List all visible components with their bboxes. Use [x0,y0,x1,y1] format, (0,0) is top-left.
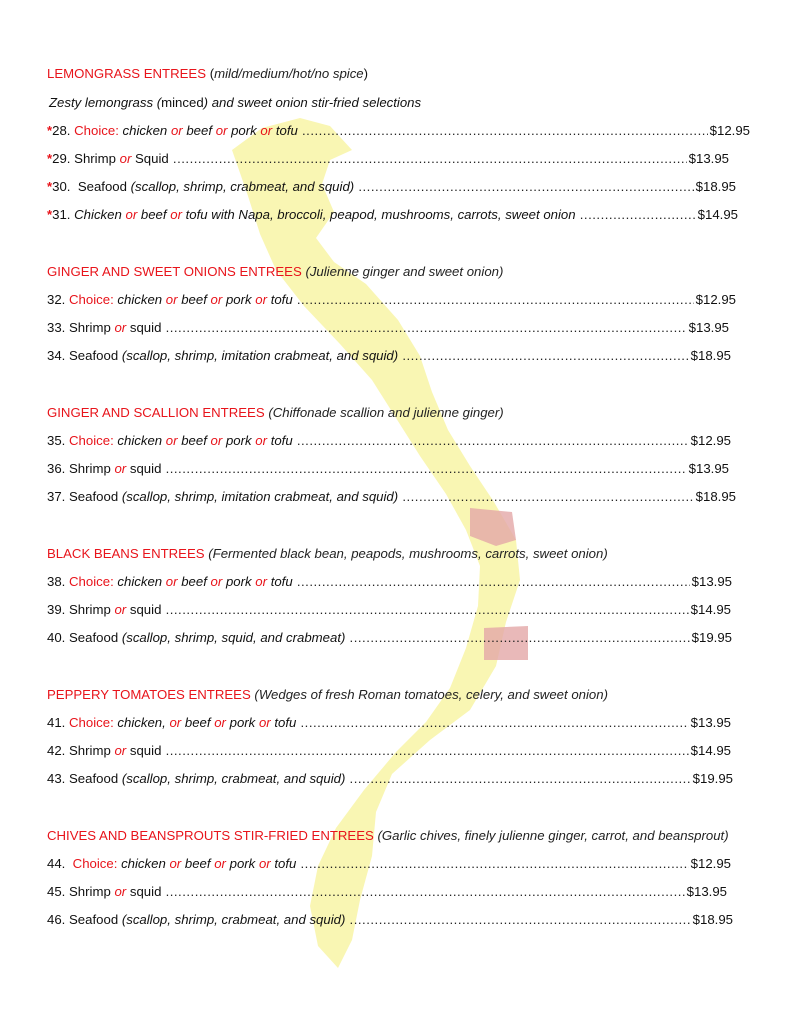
item-text [47,207,696,222]
item-name: Seafood [77,179,127,194]
menu-item-38 [47,574,732,592]
item-price: $12.95 [709,123,750,138]
item-name: Seafood [69,912,119,927]
item-or: or [258,715,271,730]
item-name: Seafood [69,771,119,786]
menu-item-42 [47,743,731,761]
item-number: 38. [47,574,66,589]
item-description: (scallop, shrimp, crabmeat, and squid) [121,771,346,786]
item-text [47,292,694,307]
menu-item-29 [47,151,729,169]
item-option: tofu [270,292,293,307]
item-text [47,771,691,786]
item-option: tofu [275,123,298,138]
subtitle-part: minced [161,95,204,110]
item-option: beef [140,207,167,222]
item-number: 33. [47,320,66,335]
menu-item-28 [47,123,750,141]
item-or: or [165,574,178,589]
section-description: (Chiffonade scallion and julienne ginger) [268,405,504,420]
item-or: or [210,574,223,589]
item-option: pork [225,574,252,589]
item-price: $13.95 [686,884,727,899]
item-label: Choice: [69,433,114,448]
item-name: squid [129,602,162,617]
item-or: or [119,151,132,166]
item-option: pork [229,856,256,871]
item-or: or [165,292,178,307]
section-title-peppery-tomatoes [47,687,608,702]
item-or: or [114,602,127,617]
item-or: or [255,433,268,448]
item-or: or [255,574,268,589]
item-number: 42. [47,743,66,758]
item-or: or [215,123,228,138]
item-number: 30. [52,179,71,194]
item-price: $12.95 [690,856,731,871]
item-text [47,856,689,871]
item-number: 45. [47,884,66,899]
item-text [47,884,685,899]
item-name: Seafood [69,630,119,645]
paren-open: ( [209,66,215,81]
item-description: (scallop, shrimp, squid, and crabmeat) [121,630,346,645]
item-name: Squid [135,151,169,166]
item-label: Choice: [69,715,114,730]
item-or: or [255,292,268,307]
item-name: Shrimp [69,743,111,758]
item-option: beef [181,574,207,589]
item-option: tofu [274,856,297,871]
menu-item-37 [47,489,736,507]
item-name: squid [129,320,162,335]
item-option: beef [186,123,213,138]
item-or: or [125,207,138,222]
menu-item-43 [47,771,733,789]
item-label: Choice: [72,856,118,871]
menu-item-30 [47,179,736,197]
item-text [47,179,694,194]
item-number: 41. [47,715,66,730]
item-option: beef [184,715,211,730]
item-option: chicken [121,856,166,871]
item-price: $13.95 [688,320,729,335]
item-name: Seafood [69,489,119,504]
item-name: Shrimp [69,602,111,617]
item-text [47,461,687,476]
item-price: $13.95 [690,715,731,730]
item-price: $12.95 [695,292,736,307]
subtitle-part: ) and sweet onion stir-fried selections [203,95,422,110]
item-price: $12.95 [690,433,731,448]
item-or: or [170,123,183,138]
item-price: $13.95 [691,574,732,589]
item-or: or [114,320,127,335]
menu-item-31 [47,207,738,225]
item-number: 44. [47,856,66,871]
section-title-ginger-scallion [47,405,504,420]
menu-item-41 [47,715,731,733]
item-price: $13.95 [688,151,729,166]
section-heading: CHIVES AND BEANSPROUTS STIR-FRIED ENTREES [47,828,374,843]
item-number: 39. [47,602,66,617]
section-heading: GINGER AND SCALLION ENTREES [47,405,265,420]
item-name: Shrimp [74,151,116,166]
spicy-mark: * [47,123,53,138]
item-text [47,912,691,927]
item-name: squid [129,461,162,476]
item-price: $18.95 [695,489,736,504]
item-price: $19.95 [691,630,732,645]
item-or: or [114,884,127,899]
section-description: (Garlic chives, finely julienne ginger, carrot, and beansprout) [377,828,729,843]
section-description: (Julienne ginger and sweet onion) [305,264,504,279]
item-option: tofu [270,574,293,589]
item-price: $14.95 [690,743,731,758]
item-option: tofu [274,715,297,730]
item-number: 28. [52,123,71,138]
menu-item-33 [47,320,729,338]
item-description: (scallop, shrimp, crabmeat, and squid) [130,179,355,194]
menu-item-40 [47,630,732,648]
section-description: (Wedges of fresh Roman tomatoes, celery, and sweet onion) [254,687,608,702]
item-number: 36. [47,461,66,476]
spicy-mark: * [47,207,53,222]
item-option: tofu [270,433,293,448]
section-title-ginger-sweet-onions [47,264,503,279]
menu-item-34 [47,348,731,366]
item-name: Shrimp [69,884,111,899]
subtitle-part: Zesty lemongrass ( [49,95,162,110]
item-name: Shrimp [69,320,111,335]
item-price: $13.95 [688,461,729,476]
item-or: or [170,207,182,222]
item-text [47,715,689,730]
section-description: mild/medium/hot/no spice [214,66,364,81]
item-label: Choice: [69,292,114,307]
item-text [47,489,694,504]
item-or: or [258,856,271,871]
item-description: (scallop, shrimp, crabmeat, and squid) [121,912,346,927]
item-option: pork [231,123,257,138]
item-number: 46. [47,912,66,927]
item-name: squid [129,743,162,758]
item-number: 32. [47,292,66,307]
menu-item-36 [47,461,729,479]
item-or: or [114,743,127,758]
section-heading: GINGER AND SWEET ONIONS ENTREES [47,264,302,279]
item-number: 37. [47,489,66,504]
item-option: pork [229,715,256,730]
item-option: chicken [122,123,168,138]
item-option: tofu with Napa, broccoli, peapod, mushrooms, carrots, sweet onion [185,207,576,222]
item-number: 31. [52,207,71,222]
item-number: 43. [47,771,66,786]
item-price: $19.95 [692,771,733,786]
item-option: chicken [117,433,163,448]
item-option: Chicken [74,207,122,222]
item-price: $14.95 [690,602,731,617]
item-option: pork [225,292,252,307]
item-or: or [214,856,226,871]
item-or: or [169,856,182,871]
item-price: $14.95 [697,207,738,222]
item-description: (scallop, shrimp, imitation crabmeat, and squid) [121,489,399,504]
item-description: (scallop, shrimp, imitation crabmeat, and squid) [121,348,399,363]
item-text [47,743,689,758]
item-or: or [210,433,223,448]
item-text [47,433,689,448]
item-option: chicken, [117,715,166,730]
section-description: (Fermented black bean, peapods, mushrooms, carrots, sweet onion) [208,546,608,561]
item-text [47,574,690,589]
menu-item-35 [47,433,731,451]
section-title-chives-beansprouts [47,828,729,843]
item-price: $18.95 [690,348,731,363]
menu-item-44 [47,856,731,874]
spicy-mark: * [47,151,53,166]
section-heading: LEMONGRASS ENTREES [47,66,207,81]
item-price: $18.95 [695,179,736,194]
item-name: Shrimp [69,461,111,476]
item-number: 40. [47,630,66,645]
item-number: 34. [47,348,66,363]
item-or: or [114,461,127,476]
item-text [47,348,689,363]
item-option: chicken [117,574,163,589]
item-or: or [214,715,226,730]
item-label: Choice: [69,574,114,589]
item-or: or [210,292,223,307]
item-text [47,123,708,138]
item-option: beef [184,856,211,871]
spicy-mark: * [47,179,53,194]
item-name: Seafood [69,348,119,363]
item-or: or [165,433,178,448]
item-or: or [169,715,182,730]
item-option: beef [181,292,207,307]
section-title-black-beans [47,546,608,561]
item-or: or [260,123,273,138]
item-text [47,151,687,166]
section-heading: PEPPERY TOMATOES ENTREES [47,687,251,702]
item-text [47,630,690,645]
section-heading: BLACK BEANS ENTREES [47,546,205,561]
menu-item-39 [47,602,731,620]
section-title-lemongrass [47,66,368,81]
item-price: $18.95 [692,912,733,927]
menu-item-46 [47,912,733,930]
section-subtitle-lemongrass [49,95,421,110]
item-label: Choice: [74,123,119,138]
menu-item-45 [47,884,727,902]
item-text [47,320,687,335]
paren-close: ) [363,66,369,81]
item-text [47,602,689,617]
item-number: 29. [52,151,71,166]
item-name: squid [129,884,162,899]
item-option: beef [181,433,207,448]
menu-item-32 [47,292,736,310]
item-option: chicken [117,292,163,307]
item-number: 35. [47,433,66,448]
item-option: pork [225,433,252,448]
